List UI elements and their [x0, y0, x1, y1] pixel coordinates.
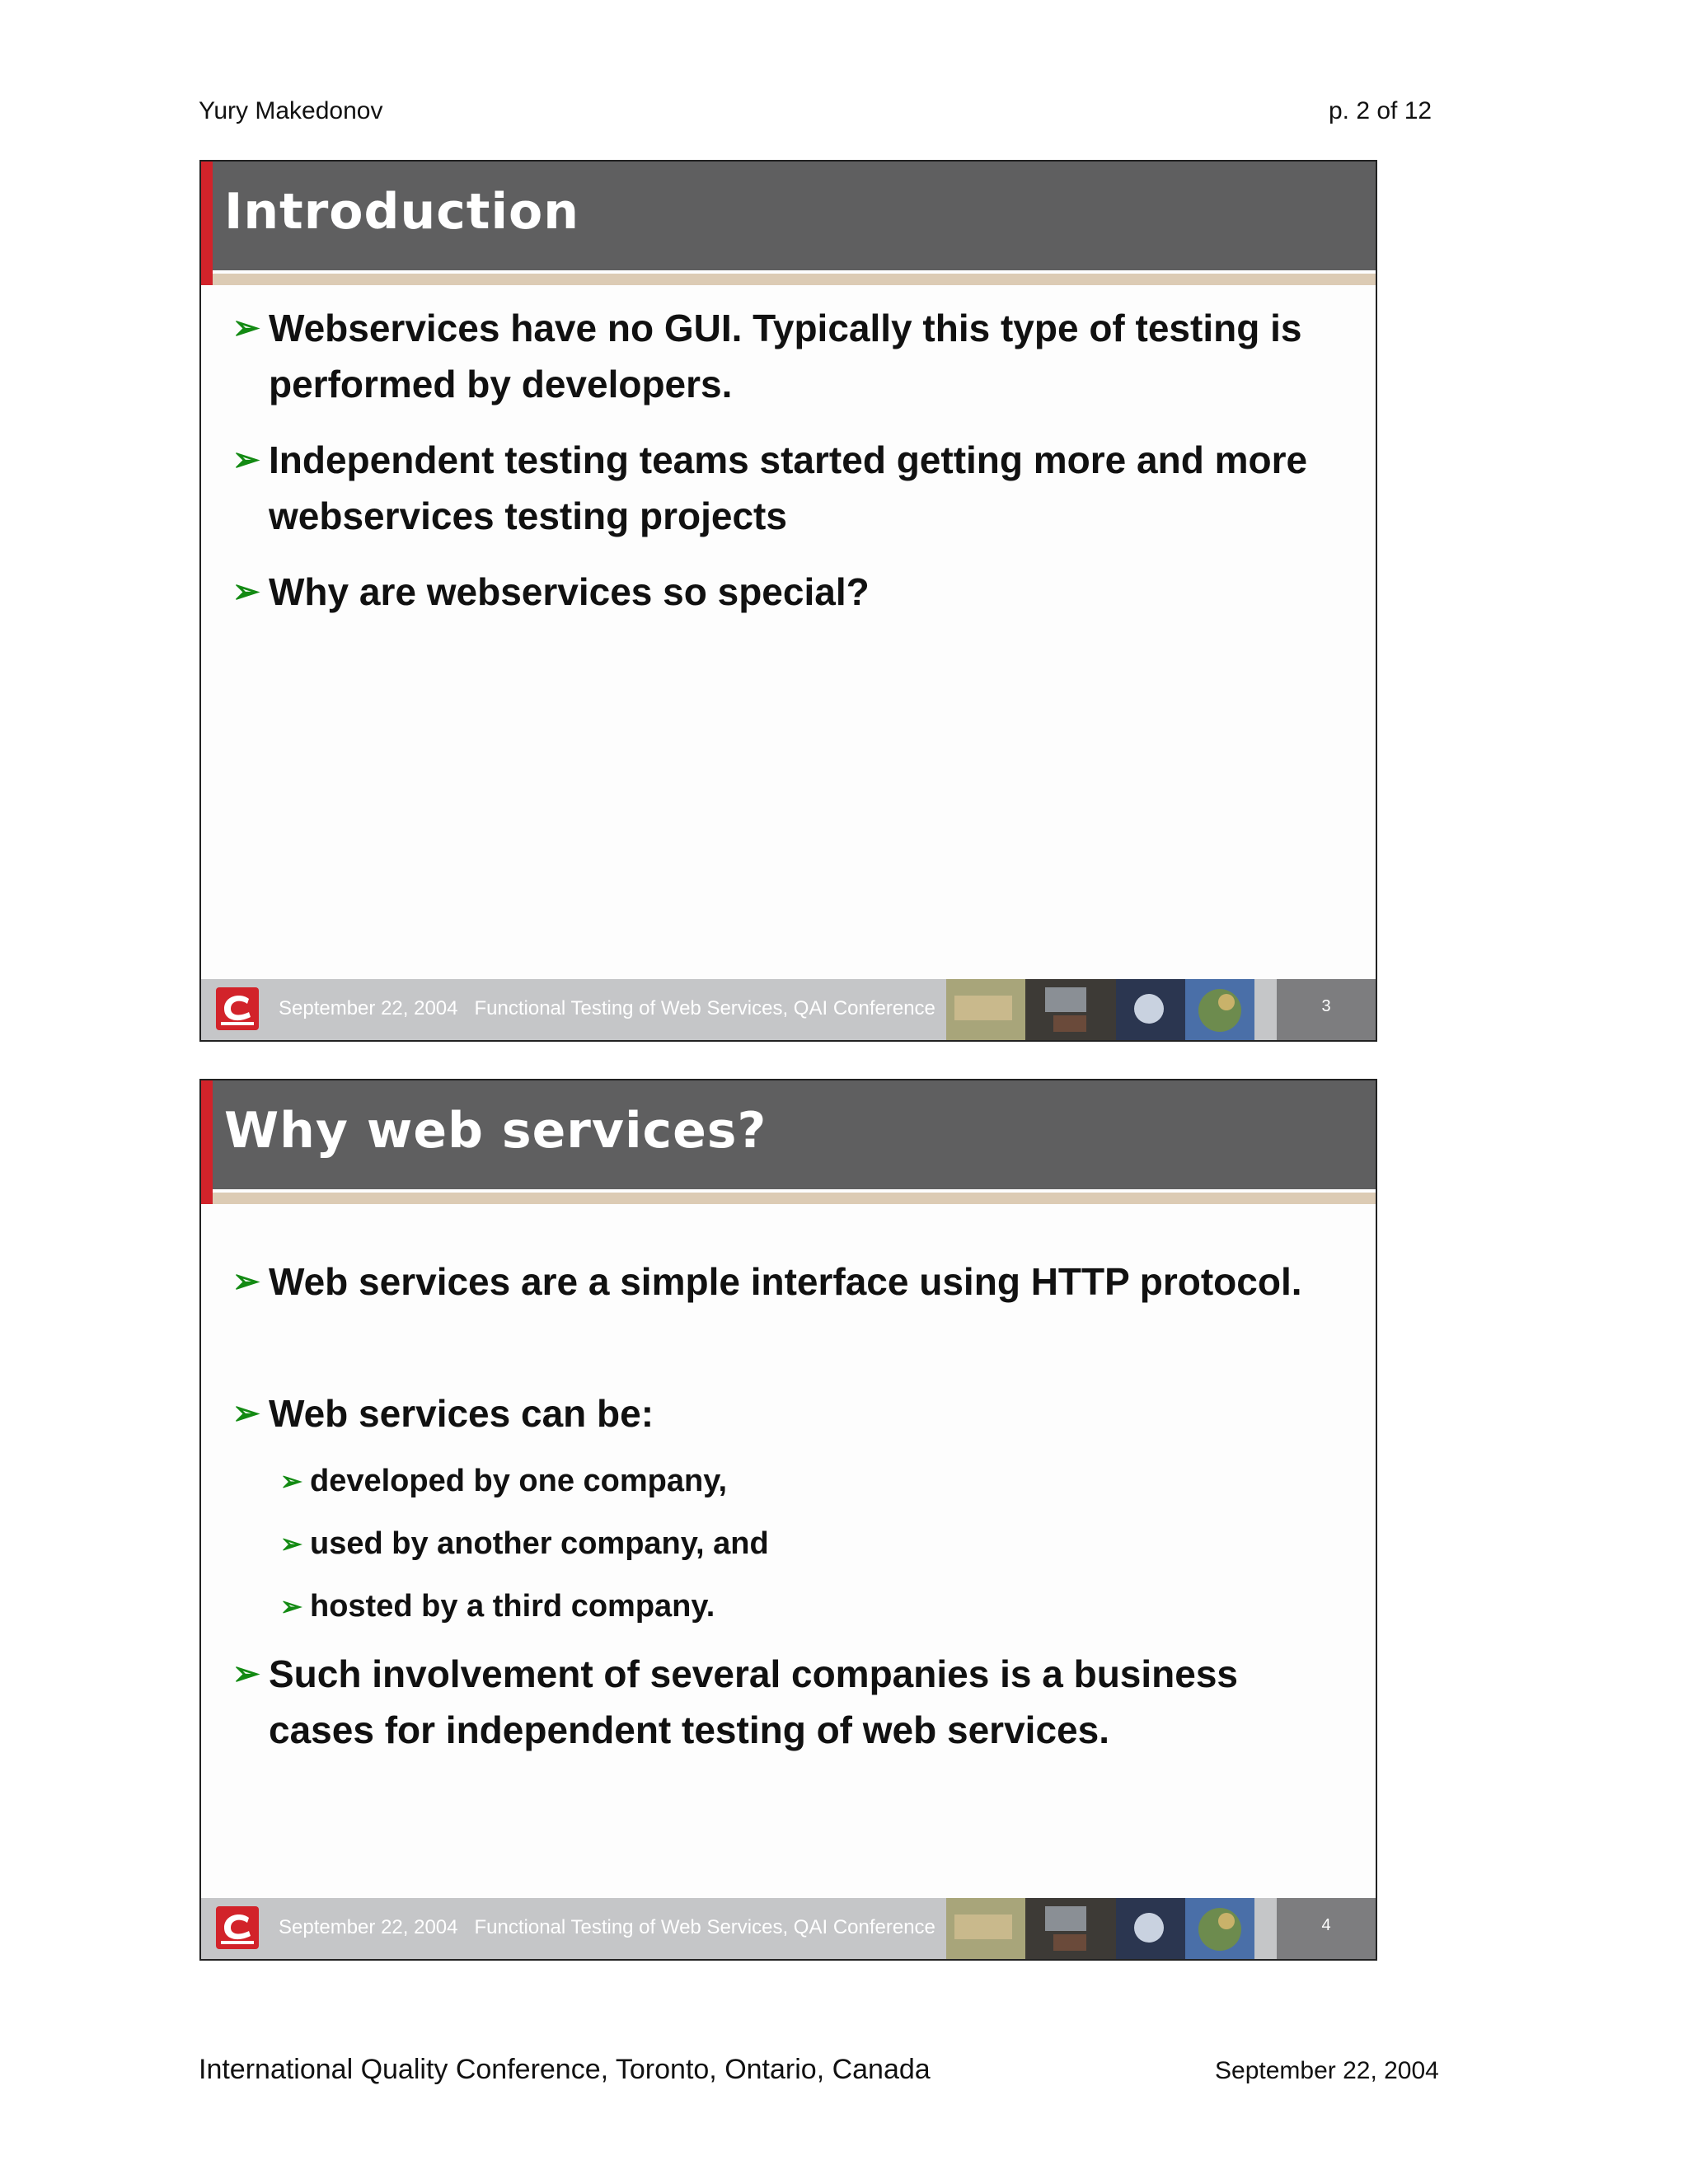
red-c-logo-icon [216, 1906, 259, 1949]
green-arrow-icon: ➢ [232, 574, 260, 610]
sub-bullet-item: ➢ developed by one company, [280, 1461, 727, 1501]
slide-number-box [1277, 979, 1376, 1040]
title-accent-strip [201, 1080, 213, 1204]
bullet-item: ➢ Such involvement of several companies is a business cases for independent testing of web services. [232, 1646, 1324, 1758]
footer-photo-strip [946, 1898, 1254, 1959]
slide-title: Introduction [224, 183, 579, 241]
green-arrow-icon: ➢ [232, 1656, 260, 1692]
slide-3 [199, 160, 1377, 1042]
slide-footer [201, 1898, 1376, 1959]
author-name: Yury Makedonov [199, 97, 383, 124]
green-arrow-icon: ➢ [232, 1263, 260, 1300]
bullet-item: ➢ Web services are a simple interface using HTTP protocol. [232, 1254, 1324, 1310]
slide-number: 3 [1321, 997, 1331, 1015]
title-accent-strip [201, 162, 213, 285]
footer-photo-strip [946, 979, 1254, 1040]
slide-footer-text: September 22, 2004 Functional Testing of Web Services, QAI Conference [279, 1916, 935, 1938]
bullet-item: ➢ Webservices have no GUI. Typically this type of testing is performed by developers. [232, 300, 1324, 412]
conference-footer: International Quality Conference, Toronto, Ontario, Canada [199, 2054, 931, 2085]
bullet-item: ➢ Independent testing teams started getting more and more webservices testing projects [232, 432, 1324, 544]
slide-number-box [1277, 1898, 1376, 1959]
sub-bullet-item: ➢ used by another company, and [280, 1524, 769, 1563]
slide-number: 4 [1321, 1916, 1331, 1934]
slide-title: Why web services? [224, 1102, 767, 1160]
bullet-item: ➢ Web services can be: [232, 1385, 1324, 1441]
page-number: p. 2 of 12 [1329, 97, 1432, 124]
slide-footer-text: September 22, 2004 Functional Testing of Web Services, QAI Conference [279, 997, 935, 1019]
sub-bullet-item: ➢ hosted by a third company. [280, 1586, 715, 1626]
red-c-logo-icon [216, 987, 259, 1030]
green-arrow-icon: ➢ [232, 1395, 260, 1432]
green-arrow-icon: ➢ [280, 1466, 302, 1496]
footer-date: September 22, 2004 [1215, 2057, 1439, 2084]
title-underline [213, 1193, 1376, 1204]
slide-footer [201, 979, 1376, 1040]
green-arrow-icon: ➢ [280, 1529, 302, 1558]
bullet-item: ➢ Why are webservices so special? [232, 564, 1324, 620]
title-underline [213, 274, 1376, 285]
green-arrow-icon: ➢ [232, 442, 260, 478]
green-arrow-icon: ➢ [232, 310, 260, 346]
slide-4 [199, 1079, 1377, 1961]
green-arrow-icon: ➢ [280, 1591, 302, 1621]
